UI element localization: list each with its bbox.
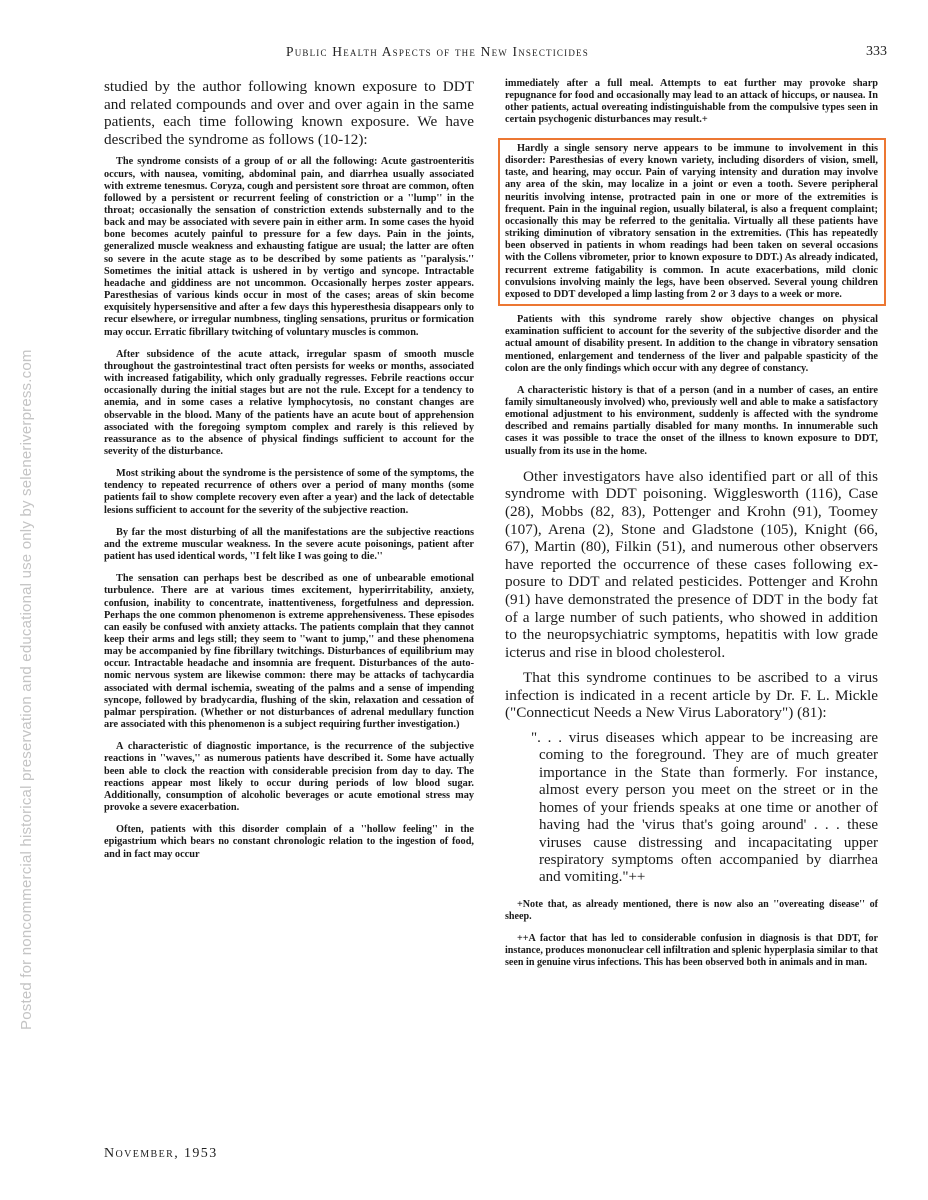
page-number: 333 [866,44,887,59]
virus-paragraph: That this syndrome continues to be ascribed to a virus infection is indicated in a recent article by Dr. F. L. Mickle ("Connecticut Needs a New Virus Laboratory") (81): [505,669,878,722]
footer-date: November, 1953 [104,1146,218,1161]
sensory-nerve-paragraph: Hardly a single sensory nerve appears to be immune to involvement in this disorder: Paresthesias of every known variety, including disorders of vision, smell, taste, and hearing, may occur. Pain of varying intensity and duration may involve any area of the skin, may localize in a joint or even a tooth. Severe peripheral neuritis involving intense, protracted pain in one or more of the extremities is frequent. Pain in the inguinal region, usually bilateral, is also a frequent complaint; occasionally this may be referred to the genitalia. Virtually all these patients have striking diminution of vibratory sensation in the extremities. (This has repeatedly been observed in patients in whom readings had been taken on several occasions with the Collens vibrometer, prior to known exposure to DDT.) As already indicated, recurrent extreme fatigability is common. In acute exacerbations, mild clonic convulsions involving mainly the legs, have been observed. Several young children exposed to DDT developed a limp lasting from 2 or 3 days to a week or more. [505,143,878,300]
side-watermark: Posted for noncommercial historical preservation and educational use only by seleneriverpress.com [18,349,35,1030]
right-paragraph: A characteristic history is that of a person (and in a number of cases, an entire family simultaneously involved) who, previously well and able to make a satisfactory emotional adjustment to his environment, suddenly is affected with the syndrome described and remains partially disabled for many months. In innumerable such cases it was possible to trace the onset of the illness to known exposure to DDT, usually from its use in the home. [505,384,878,457]
intro-paragraph: studied by the author following known exposure to DDT and related compounds and over and over again in the same patients, each time following known exposure. We have described the syndrome as follows (10-12): [104,78,474,148]
left-paragraph: Most striking about the syndrome is the persistence of some of the symptoms, the tendency to repeated recurrence of others over a period of many months (some patients fail to show complete recovery even after a year) and the lack of detectable lesions sufficient to account for the severity of the subjective reaction. [104,468,474,516]
left-paragraph: The sensation can perhaps best be described as one of unbearable emotional turbulence. There are at various times excitement, hyperirritability, anxiety, confusion, inability to concentrate, inattentiveness, forgetfulness and depression. Perhaps the one common phenomenon is extreme apprehensiveness. These episodes can easily be confused with anxiety attacks. The patients complain that they cannot keep their arms and legs still; they seem to ''want to jump,'' and these phenomena may be accompanied by fine fibrillary twitchings. Disturbances of equilibrium may occur. Intractable headache and insomnia are frequent. Disturbances of the autonomic nervous system are likewise common: there may be attacks of tachycardia associated with dermal ischemia, sweating of the palms and a sense of impending syncope, followed by bradycardia, flushing of the skin, relaxation and cessation of palmar perspiration. (Whether or not disturbances of adrenal medullary function are associated with this phenomenon is a subject requiring further investigation.) [104,573,474,731]
right-column [505,78,878,979]
left-column [104,78,474,871]
syndrome-paragraph: The syndrome consists of a group of or all the following: Acute gastroenteritis occurs, with nausea, vomiting, abdominal pain, and diarrhea usually associated with extreme tenesmus. Coryza, cough and persistent sore throat are common, often followed by a persistent or recurrent feeling of constriction or a ''lump'' in the throat; occasionally the sensation of constriction extends substernally and to the back and may be associated with severe pain in either arm. In some cases the hyoid bone becomes acutely painful to pressure for a few days. Pain in the joints, generalized muscle weakness and exhausting fatigue are usual; the latter are often so severe in the acute stage as to be described by some patients as ''paralysis.'' Sometimes the initial attack is ushered in by vertigo and syncope. Intractable headache and giddiness are not uncommon. Occasionally herpes zoster appears. Paresthesias of various kinds occur in most of the cases; areas of skin become exquisitely hypersensitive and after a few days this hyperesthesia disappears only to recur elsewhere, or irregular numbness, tingling sensations, pruritus or formication may occur. Erratic fibrillary twitching of voluntary muscles is common. [104,156,474,338]
left-paragraph: By far the most disturbing of all the manifestations are the subjective reactions and the extreme muscular weakness. In the severe acute poisonings, patient after patient has used identical words, ''I felt like I was going to die.'' [104,526,474,563]
block-quote: ". . . virus diseases which appear to be increasing are coming to the foreground. They are of much greater importance in the State than formerly. For instance, almost every person you meet on the street or in the homes of your friends speaks at one time or another of having had the 'virus that's going around' . . . these viruses cause distressing and incapacitating upper respiratory symptoms often accompanied by diarrhea and vomiting."++ [531,730,878,886]
footnote: +Note that, as already mentioned, there is now also an ''overeating disease'' of sheep. [505,898,878,922]
left-paragraph: A characteristic of diagnostic importance, is the recurrence of the subjective reactions in ''waves,'' as numerous patients have described it. Some have actually been able to clock the reaction with considerable precision from day to day. The reactions appear most likely to occur during periods of low blood sugar. Additionally, consumption of alcoholic beverages or acute emotional stress may provoke a severe exacerbation. [104,741,474,814]
running-header: Public Health Aspects of the New Insecticides [286,44,589,59]
investigators-paragraph: Other investigators have also identified part or all of this syndrome with DDT poisoning. Wigglesworth (116), Case (28), Mobbs (82, 83), Pottenger and Krohn (91), Toomey (107), Arena (2), Stone and Gladstone (105), Knight (66, 67), Martin (80), Filkin (51), and numerous other observers have reported the occurrence of these cases following exposure to DDT and related pesticides. Pottenger and Krohn (91) have demonstrated the presence of DDT in the body fat of a large number of such patients, who showed in addition to the neuropsychiatric symptoms, hepatitis with low grade icterus and rise in blood cholesterol. [505,467,878,661]
continued-paragraph: immediately after a full meal. Attempts to eat further may provoke sharp repugnance for food and occasionally may lead to an attack of hiccups, or nausea. In other patients, actual overeating indistinguishable from the compulsive types seen in certain psychogenic disturbances may result.+ [505,78,878,126]
top-paragraph-wrapper [505,78,878,130]
left-paragraph: After subsidence of the acute attack, irregular spasm of smooth muscle throughout the gastrointestinal tract often persists for weeks or months, associated with increased fatigability, which only gradually regresses. Febrile reactions occur occasionally during the initial stages but are not the rule. Except for a tendency to anemia, and in some cases a relative lymphocytosis, no constant changes are observable in the blood. Many of the patients have an acute bout of apprehension associated with the foregoing symptom complex and rarely is this relieved by reassurance as to the absence of physical findings sufficient to account for the severity of the disturbance. [104,348,474,457]
right-paragraph: Patients with this syndrome rarely show objective changes on physical examination sufficient to account for the severity of the subjective disorder and the actual amount of disability present. In addition to the change in vibratory sensation mentioned, enlargement and tenderness of the liver and palpable spasticity of the colon are the only findings which occur with any degree of constancy. [505,314,878,374]
highlighted-passage [498,138,886,306]
left-paragraph: Often, patients with this disorder complain of a ''hollow feeling'' in the epigastrium which bears no constant chronologic relation to the ingestion of food, and in fact may occur [104,824,474,860]
footnote: ++A factor that has led to considerable confusion in diagnosis is that DDT, for instance, produces mononuclear cell infiltration and splenic hyperplasia similar to that seen in genuine virus infections. This has been observed both in animals and in man. [505,932,878,968]
